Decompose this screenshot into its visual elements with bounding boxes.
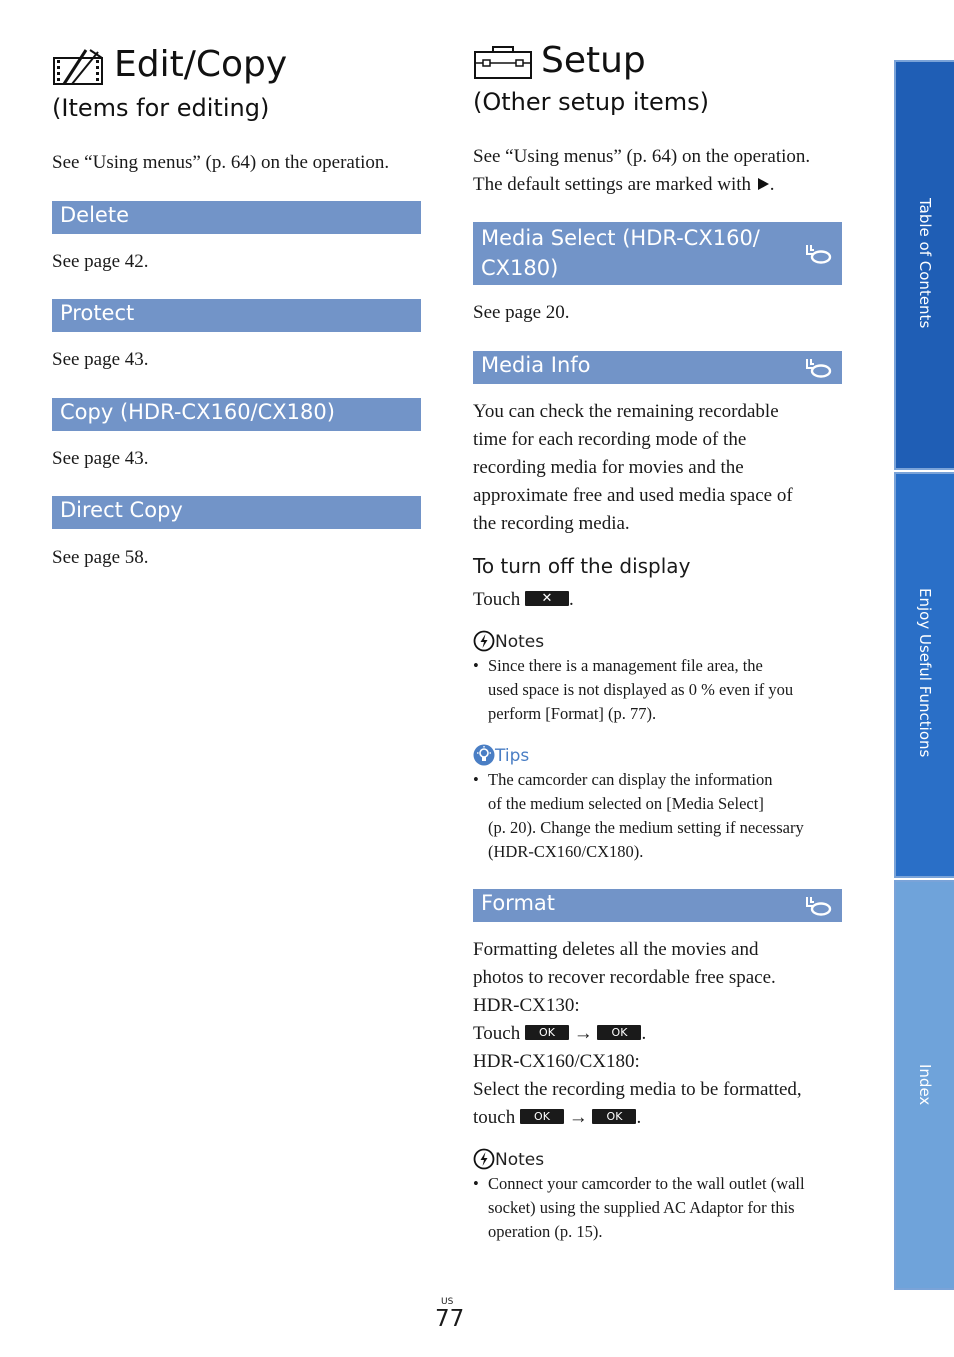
tab-label: Enjoy Useful Functions <box>916 588 934 758</box>
media-select-body: See page 20. <box>473 302 570 323</box>
paragraph-line: Formatting deletes all the movies and <box>473 939 759 960</box>
note-line: operation (p. 15). <box>488 1222 603 1241</box>
section-heading <box>481 223 760 283</box>
subheading-turn-off-display: To turn off the display <box>473 554 691 578</box>
format-body <box>473 936 853 1132</box>
intro-line-2 <box>473 171 853 199</box>
touch-close-line <box>473 586 574 614</box>
tab-label: Table of Contents <box>916 198 934 329</box>
section-body: See page 42. <box>52 251 149 272</box>
tab-label: Index <box>916 1064 934 1106</box>
notes-heading <box>473 630 853 654</box>
section-heading: Media Info <box>481 353 591 377</box>
section-body: See page 43. <box>52 448 149 469</box>
bullet: • <box>473 656 479 675</box>
touch-label: touch <box>473 1107 516 1128</box>
media-icon <box>804 894 832 916</box>
ok-button[interactable]: OK <box>597 1025 641 1040</box>
section-copy <box>52 398 421 431</box>
notes-block-media-info <box>473 630 853 726</box>
notes-label: Notes <box>495 1150 545 1170</box>
section-body: See page 58. <box>52 547 149 568</box>
default-marker-icon <box>756 177 770 191</box>
subtitle-items-for-editing: (Items for editing) <box>52 94 270 122</box>
intro-line-2-end: . <box>769 174 775 195</box>
section-heading: Delete <box>60 203 129 227</box>
notes-heading <box>473 1148 853 1172</box>
note-item <box>473 1172 853 1244</box>
period: . <box>568 589 574 610</box>
paragraph-line: photos to recover recordable free space. <box>473 967 776 988</box>
paragraph-line: You can check the remaining recordable <box>473 401 779 422</box>
intro-line-1: See “Using menus” (p. 64) on the operation. <box>473 146 811 167</box>
section-body: See page 43. <box>52 349 149 370</box>
left-intro: See “Using menus” (p. 64) on the operation. <box>52 152 390 173</box>
tip-item <box>473 768 853 864</box>
model-label: HDR-CX160/CX180: <box>473 1051 640 1072</box>
section-protect <box>52 299 421 332</box>
section-media-info <box>473 351 842 384</box>
setup-title-block <box>473 40 873 130</box>
note-line: Connect your camcorder to the wall outlet (wall <box>488 1174 805 1193</box>
edit-copy-title-block <box>52 44 432 134</box>
notes-icon <box>473 630 495 652</box>
touch-ok-line <box>473 1020 853 1048</box>
notes-block-format <box>473 1148 853 1244</box>
bullet: • <box>473 1174 479 1193</box>
section-direct-copy <box>52 496 421 529</box>
note-line: Since there is a management file area, the <box>488 656 763 675</box>
tips-heading <box>473 744 853 768</box>
paragraph-line: Select the recording media to be formatted, <box>473 1079 802 1100</box>
touch-ok-line <box>473 1104 853 1132</box>
tip-line: of the medium selected on [Media Select] <box>488 794 764 813</box>
bullet: • <box>473 770 479 789</box>
intro-line-2-text: The default settings are marked with <box>473 174 752 195</box>
section-heading: Copy (HDR-CX160/CX180) <box>60 400 335 424</box>
setup-toolbox-icon <box>473 44 533 80</box>
media-info-body <box>473 398 853 538</box>
section-format <box>473 889 842 922</box>
tip-line: (HDR-CX160/CX180). <box>488 842 644 861</box>
subtitle-other-setup-items: (Other setup items) <box>473 88 709 116</box>
tab-table-of-contents[interactable] <box>894 60 954 470</box>
paragraph-line: approximate free and used media space of <box>473 485 793 506</box>
close-button[interactable]: ✕ <box>525 591 569 606</box>
section-heading-line: Media Select (HDR-CX160/ <box>481 226 760 250</box>
ok-button[interactable]: OK <box>592 1109 636 1124</box>
media-icon <box>804 242 832 264</box>
page-title-setup: Setup <box>541 40 646 81</box>
note-line: used space is not displayed as 0 % even if you <box>488 680 794 699</box>
tab-index[interactable] <box>894 880 954 1290</box>
tip-line: The camcorder can display the information <box>488 770 773 789</box>
tip-line: (p. 20). Change the medium setting if necessary <box>488 818 804 837</box>
tips-bulb-icon <box>473 744 495 766</box>
section-heading: Format <box>481 891 556 915</box>
page-number: 77 <box>435 1306 465 1332</box>
tips-label: Tips <box>495 746 530 766</box>
paragraph-line: recording media for movies and the <box>473 457 744 478</box>
right-intro <box>473 143 853 199</box>
touch-label: Touch <box>473 589 521 610</box>
period: . <box>636 1107 642 1128</box>
section-heading-line: CX180) <box>481 256 559 280</box>
ok-button[interactable]: OK <box>520 1109 564 1124</box>
page-title-edit-copy: Edit/Copy <box>114 44 288 85</box>
section-media-select <box>473 222 842 285</box>
notes-label: Notes <box>495 632 545 652</box>
paragraph-line: the recording media. <box>473 513 630 534</box>
tab-enjoy-useful-functions[interactable] <box>894 472 954 878</box>
tips-block <box>473 744 853 864</box>
region-code: US <box>441 1297 454 1307</box>
paragraph-line: time for each recording mode of the <box>473 429 747 450</box>
media-icon <box>804 356 832 378</box>
arrow-icon: → <box>573 1023 593 1044</box>
touch-label: Touch <box>473 1023 521 1044</box>
period: . <box>641 1023 647 1044</box>
note-line: socket) using the supplied AC Adaptor for this <box>488 1198 795 1217</box>
model-label: HDR-CX130: <box>473 995 580 1016</box>
arrow-icon: → <box>568 1107 588 1128</box>
note-line: perform [Format] (p. 77). <box>488 704 657 723</box>
ok-button[interactable]: OK <box>525 1025 569 1040</box>
section-delete <box>52 201 421 234</box>
edit-copy-icon <box>52 48 106 88</box>
note-item <box>473 654 853 726</box>
section-heading: Direct Copy <box>60 498 183 522</box>
section-heading: Protect <box>60 301 135 325</box>
notes-icon <box>473 1148 495 1170</box>
